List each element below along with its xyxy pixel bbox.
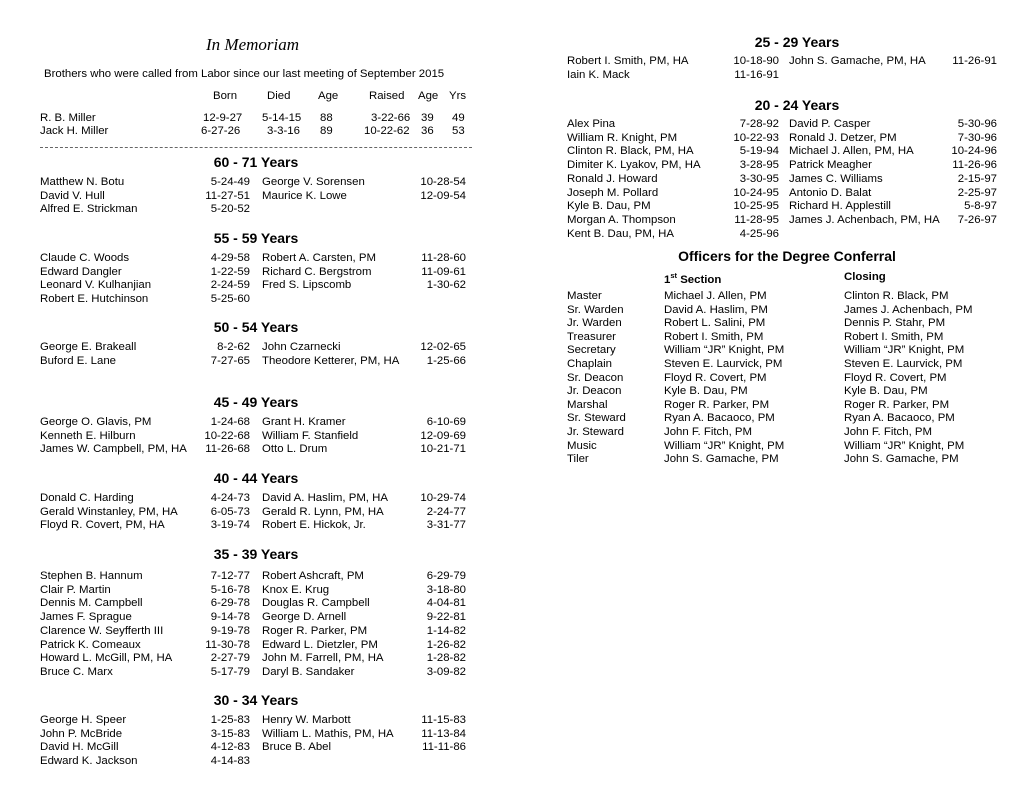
member-name: Claude C. Woods (40, 252, 130, 264)
officer-first-section: Steven E. Laurvick, PM (664, 358, 783, 370)
member-name: Alfred E. Strickman (40, 203, 138, 216)
member-date: 3-30-95 (739, 172, 779, 185)
member-date: 11-28-95 (734, 213, 779, 226)
member-date: 5-30-96 (957, 118, 997, 130)
member-name: Floyd R. Covert, PM, HA (40, 519, 165, 532)
officer-row (567, 331, 1007, 345)
member-date: 10-22-68 (204, 429, 250, 442)
officer-closing: William “JR” Knight, PM (844, 439, 965, 452)
member-name: Antonio D. Balat (789, 186, 872, 199)
officer-role: Master (567, 290, 602, 302)
officer-row (567, 440, 1007, 454)
officer-closing: Floyd R. Covert, PM (844, 371, 947, 384)
member-row (40, 611, 472, 625)
member-name: George H. Speer (40, 714, 127, 726)
officer-role: Sr. Steward (567, 412, 626, 425)
member-name: Buford E. Lane (40, 354, 116, 367)
member-row (40, 252, 472, 266)
member-date: 3-31-77 (426, 519, 466, 532)
member-name: Richard H. Applestill (789, 200, 891, 213)
member-name: Gerald Winstanley, PM, HA (40, 505, 178, 518)
officer-first-section: John S. Gamache, PM (664, 453, 779, 466)
member-name: James F. Sprague (40, 611, 132, 624)
member-date: 2-24-59 (210, 279, 250, 292)
first-section-ordinal: st (670, 271, 678, 280)
officer-role: Music (567, 439, 597, 452)
member-date: 1-25-66 (426, 354, 466, 367)
member-row (40, 519, 472, 533)
member-raised: 3-22-66 (371, 112, 411, 124)
officer-row (567, 412, 1007, 426)
member-date: 4-29-58 (210, 252, 250, 264)
officer-first-section: John F. Fitch, PM (664, 426, 752, 438)
member-date: 6-29-78 (210, 597, 250, 610)
member-name: Robert A. Carsten, PM (262, 252, 376, 264)
member-date: 2-25-97 (957, 186, 997, 199)
member-row (40, 176, 472, 190)
member-date: 6-29-79 (426, 570, 466, 582)
member-row (40, 506, 472, 520)
member-name: William F. Stanfield (262, 429, 359, 442)
officer-role: Jr. Warden (567, 317, 622, 330)
member-date: 11-15-83 (421, 714, 466, 726)
member-row (567, 145, 997, 159)
member-row (40, 755, 472, 769)
member-date: 11-28-60 (421, 252, 466, 264)
member-date: 7-12-77 (210, 570, 250, 582)
member-date: 9-14-78 (210, 611, 250, 624)
member-name: George V. Sorensen (262, 176, 365, 188)
member-name: George D. Arnell (262, 611, 347, 624)
member-row (567, 55, 997, 69)
member-date: 10-28-54 (420, 176, 466, 188)
member-date: 3-09-82 (426, 665, 466, 678)
group-title: 20 - 24 Years (754, 97, 840, 113)
member-name: Edward K. Jackson (40, 755, 138, 768)
officer-first-section: Michael J. Allen, PM (664, 290, 767, 302)
officer-role: Chaplain (567, 358, 612, 370)
member-date: 11-13-84 (421, 727, 466, 740)
member-name: Howard L. McGill, PM, HA (40, 652, 173, 665)
member-date: 11-09-61 (421, 265, 466, 278)
member-date: 10-21-71 (420, 443, 466, 456)
member-name: Gerald R. Lynn, PM, HA (262, 505, 384, 518)
header-age-raised: Age (418, 90, 439, 102)
officer-first-section: David A. Haslim, PM (664, 303, 768, 316)
group-title: 50 - 54 Years (213, 319, 299, 335)
member-years: 53 (452, 125, 465, 137)
member-name: David A. Haslim, PM, HA (262, 492, 388, 504)
first-section-label: Section (680, 273, 722, 286)
member-date: 5-16-78 (210, 583, 250, 596)
member-date: 3-28-95 (739, 159, 779, 172)
officer-role: Sr. Warden (567, 303, 624, 316)
officer-closing: Steven E. Laurvick, PM (844, 358, 963, 370)
member-date: 8-2-62 (217, 341, 250, 353)
member-name: Patrick Meagher (789, 159, 872, 172)
officer-first-section: Ryan A. Bacaoco, PM (664, 412, 775, 425)
member-name: Dimiter K. Lyakov, PM, HA (567, 159, 701, 172)
member-name: Grant H. Kramer (262, 416, 346, 428)
officer-row (567, 453, 1007, 467)
member-name: Theodore Ketterer, PM, HA (262, 354, 400, 367)
member-row (40, 652, 472, 666)
member-row (40, 293, 472, 307)
member-date: 9-19-78 (210, 624, 250, 637)
member-date: 3-18-80 (426, 583, 466, 596)
member-row (40, 728, 472, 742)
member-name: John M. Farrell, PM, HA (262, 652, 384, 665)
member-name: Bruce C. Marx (40, 665, 113, 678)
member-died: 5-14-15 (262, 112, 302, 124)
member-name: Iain K. Mack (567, 68, 630, 81)
first-section-header (664, 271, 721, 286)
closing-header: Closing (844, 271, 886, 283)
member-date: 4-24-73 (210, 492, 250, 504)
member-name: Morgan A. Thompson (567, 213, 676, 226)
member-row (567, 118, 997, 132)
officer-first-section: William “JR” Knight, PM (664, 439, 785, 452)
member-name: William R. Knight, PM (567, 131, 678, 144)
officer-row (567, 290, 1007, 304)
member-row (40, 741, 472, 755)
member-row (40, 355, 472, 369)
member-date: 6-10-69 (426, 416, 466, 428)
officer-role: Treasurer (567, 330, 616, 343)
member-date: 4-04-81 (426, 597, 466, 610)
member-born: 6-27-26 (201, 125, 241, 137)
officer-closing: Dennis P. Stahr, PM (844, 317, 946, 330)
member-row (567, 159, 997, 173)
group-title: 45 - 49 Years (213, 394, 299, 410)
member-name: Joseph M. Pollard (567, 186, 659, 199)
member-name: Fred S. Lipscomb (262, 279, 352, 292)
member-row (567, 69, 997, 83)
memoriam-subtitle: Brothers who were called from Labor since our last meeting of September 2015 (44, 68, 445, 80)
member-name: Stephen B. Hannum (40, 570, 143, 582)
member-name: Maurice K. Lowe (262, 189, 347, 202)
member-name: James W. Campbell, PM, HA (40, 443, 187, 456)
officer-first-section: William “JR” Knight, PM (664, 344, 785, 357)
member-name: Daryl B. Sandaker (262, 665, 355, 678)
member-date: 2-15-97 (957, 172, 997, 185)
officer-role: Tiler (567, 453, 589, 466)
officer-first-section: Robert L. Salini, PM (664, 317, 766, 330)
member-name: John P. McBride (40, 727, 123, 740)
member-date: 4-14-83 (210, 755, 250, 768)
member-name: Robert I. Smith, PM, HA (567, 55, 689, 67)
member-name: William L. Mathis, PM, HA (262, 727, 394, 740)
member-name: Clarence W. Seyfferth III (40, 624, 164, 637)
officer-row (567, 304, 1007, 318)
member-date: 10-22-93 (733, 131, 779, 144)
member-name: Knox E. Krug (262, 583, 330, 596)
member-row (40, 203, 472, 217)
member-date: 11-30-78 (205, 638, 250, 651)
member-name: David H. McGill (40, 741, 119, 754)
officers-title: Officers for the Degree Conferral (678, 248, 896, 264)
member-row (567, 173, 997, 187)
officer-role: Jr. Deacon (567, 385, 622, 398)
officer-first-section: Robert I. Smith, PM (664, 330, 764, 343)
member-date: 7-28-92 (739, 118, 779, 130)
member-name: Edward L. Dietzler, PM (262, 638, 378, 651)
officer-role: Jr. Steward (567, 426, 624, 438)
officer-closing: John F. Fitch, PM (844, 426, 932, 438)
member-age-raised: 36 (421, 125, 434, 137)
member-date: 5-19-94 (739, 145, 779, 158)
officer-row (567, 426, 1007, 440)
member-row (40, 266, 472, 280)
officer-closing: Roger R. Parker, PM (844, 398, 950, 411)
member-name: Kent B. Dau, PM, HA (567, 227, 674, 240)
member-name: Alex Pina (567, 118, 616, 130)
group-title: 35 - 39 Years (213, 546, 299, 562)
group-title: 60 - 71 Years (213, 154, 299, 170)
member-name: David P. Casper (789, 118, 871, 130)
member-name: Kyle B. Dau, PM (567, 200, 651, 213)
memoriam-member (40, 111, 472, 125)
group-title: 30 - 34 Years (213, 692, 299, 708)
member-name: Kenneth E. Hilburn (40, 429, 136, 442)
member-date: 10-24-96 (951, 145, 997, 158)
officer-row (567, 317, 1007, 331)
member-row (40, 597, 472, 611)
member-row (40, 430, 472, 444)
member-name: Dennis M. Campbell (40, 597, 143, 610)
officer-row (567, 344, 1007, 358)
member-row (567, 187, 997, 201)
member-name: Leonard V. Kulhanjian (40, 279, 152, 292)
member-row (40, 416, 472, 430)
header-years: Yrs (449, 90, 467, 102)
member-date: 1-14-82 (426, 624, 466, 637)
member-date: 10-29-74 (420, 492, 466, 504)
officer-first-section: Roger R. Parker, PM (664, 398, 770, 411)
member-name: Roger R. Parker, PM (262, 624, 368, 637)
member-row (40, 625, 472, 639)
member-name: R. B. Miller (40, 112, 96, 124)
member-name: Douglas R. Campbell (262, 597, 370, 610)
member-date: 1-28-82 (426, 652, 466, 665)
member-name: Robert Ashcraft, PM (262, 570, 364, 582)
member-years: 49 (452, 112, 465, 124)
member-date: 10-18-90 (733, 55, 779, 67)
officer-first-section: Kyle B. Dau, PM (664, 385, 748, 398)
member-row (40, 714, 472, 728)
member-date: 7-27-65 (210, 354, 250, 367)
member-date: 7-26-97 (957, 213, 997, 226)
member-name: Donald C. Harding (40, 492, 134, 504)
member-date: 1-30-62 (426, 279, 466, 292)
header-raised: Raised (369, 90, 405, 102)
member-date: 1-24-68 (210, 416, 250, 428)
officer-row (567, 399, 1007, 413)
member-date: 2-24-77 (426, 505, 466, 518)
member-died: 3-3-16 (267, 125, 300, 137)
officer-role: Sr. Deacon (567, 371, 624, 384)
member-date: 10-25-95 (733, 200, 779, 213)
member-row (567, 214, 997, 228)
member-date: 5-24-49 (210, 176, 250, 188)
member-date: 12-09-54 (420, 189, 466, 202)
member-name: Ronald J. Howard (567, 172, 658, 185)
officer-closing: Clinton R. Black, PM (844, 290, 949, 302)
officer-role: Secretary (567, 344, 616, 357)
member-name: Clair P. Martin (40, 583, 111, 596)
member-name: Otto L. Drum (262, 443, 328, 456)
member-raised: 10-22-62 (364, 125, 410, 137)
member-name: James C. Williams (789, 172, 883, 185)
member-date: 4-12-83 (210, 741, 250, 754)
member-name: Edward Dangler (40, 265, 122, 278)
member-name: Clinton R. Black, PM, HA (567, 145, 694, 158)
member-date: 7-30-96 (957, 131, 997, 144)
member-row (40, 584, 472, 598)
member-row (40, 492, 472, 506)
group-title: 40 - 44 Years (213, 470, 299, 486)
member-row (40, 443, 472, 457)
member-date: 5-8-97 (964, 200, 997, 213)
member-date: 12-09-69 (420, 429, 466, 442)
member-date: 3-19-74 (210, 519, 250, 532)
member-date: 11-16-91 (734, 68, 779, 81)
member-name: George O. Glavis, PM (40, 416, 152, 428)
officer-row (567, 372, 1007, 386)
member-date: 5-20-52 (210, 203, 250, 216)
memoriam-title: In Memoriam (206, 35, 300, 54)
member-name: Bruce B. Abel (262, 741, 332, 754)
member-name: Henry W. Marbott (262, 714, 351, 726)
member-name: Michael J. Allen, PM, HA (789, 145, 914, 158)
member-date: 6-05-73 (210, 505, 250, 518)
member-row (40, 190, 472, 204)
member-date: 12-02-65 (420, 341, 466, 353)
member-name: Patrick K. Comeaux (40, 638, 141, 651)
member-row (40, 666, 472, 680)
member-date: 10-24-95 (733, 186, 779, 199)
member-name: Robert E. Hutchinson (40, 293, 149, 306)
member-name: John S. Gamache, PM, HA (789, 55, 926, 67)
officer-closing: John S. Gamache, PM (844, 453, 959, 466)
memoriam-member (40, 124, 472, 138)
member-date: 1-22-59 (210, 265, 250, 278)
officer-closing: Robert I. Smith, PM (844, 330, 944, 343)
member-date: 3-15-83 (210, 727, 250, 740)
member-date: 11-27-51 (205, 189, 250, 202)
member-name: George E. Brakeall (40, 341, 137, 353)
officer-closing: William “JR” Knight, PM (844, 344, 965, 357)
member-born: 12-9-27 (203, 112, 243, 124)
member-date: 11-26-96 (952, 159, 997, 172)
officer-row (567, 358, 1007, 372)
member-name: Ronald J. Detzer, PM (789, 131, 897, 144)
header-age: Age (318, 90, 339, 102)
member-date: 1-26-82 (426, 638, 466, 651)
officer-closing: Ryan A. Bacaoco, PM (844, 412, 955, 425)
member-name: Richard C. Bergstrom (262, 265, 372, 278)
group-title: 55 - 59 Years (213, 230, 299, 246)
member-name: James J. Achenbach, PM, HA (789, 213, 940, 226)
member-date: 1-25-83 (210, 714, 250, 726)
member-name: Jack H. Miller (40, 125, 109, 137)
member-date: 5-17-79 (210, 665, 250, 678)
member-age: 89 (320, 125, 333, 137)
member-name: David V. Hull (40, 189, 105, 202)
member-row (567, 132, 997, 146)
member-date: 5-25-60 (210, 293, 250, 306)
officer-closing: Kyle B. Dau, PM (844, 385, 928, 398)
member-name: Robert E. Hickok, Jr. (262, 519, 366, 532)
member-row (40, 279, 472, 293)
officer-closing: James J. Achenbach, PM (844, 303, 973, 316)
member-age-raised: 39 (421, 112, 434, 124)
member-date: 11-26-91 (952, 55, 997, 67)
header-died: Died (267, 90, 291, 102)
member-row (40, 341, 472, 355)
member-row (40, 570, 472, 584)
member-row (567, 200, 997, 214)
group-title: 25 - 29 Years (754, 34, 840, 50)
officer-first-section: Floyd R. Covert, PM (664, 371, 767, 384)
first-section-number: 1 (664, 273, 671, 286)
member-age: 88 (320, 112, 333, 124)
member-date: 9-22-81 (426, 611, 466, 624)
member-row (40, 639, 472, 653)
member-name: Matthew N. Botu (40, 176, 125, 188)
header-born: Born (213, 90, 238, 102)
divider (40, 147, 472, 148)
member-date: 11-26-68 (205, 443, 250, 456)
officer-row (567, 385, 1007, 399)
member-date: 11-11-86 (422, 741, 466, 754)
member-row (567, 228, 997, 242)
member-date: 4-25-96 (739, 227, 779, 240)
member-name: John Czarnecki (262, 341, 341, 353)
member-date: 2-27-79 (210, 652, 250, 665)
officer-role: Marshal (567, 398, 608, 411)
